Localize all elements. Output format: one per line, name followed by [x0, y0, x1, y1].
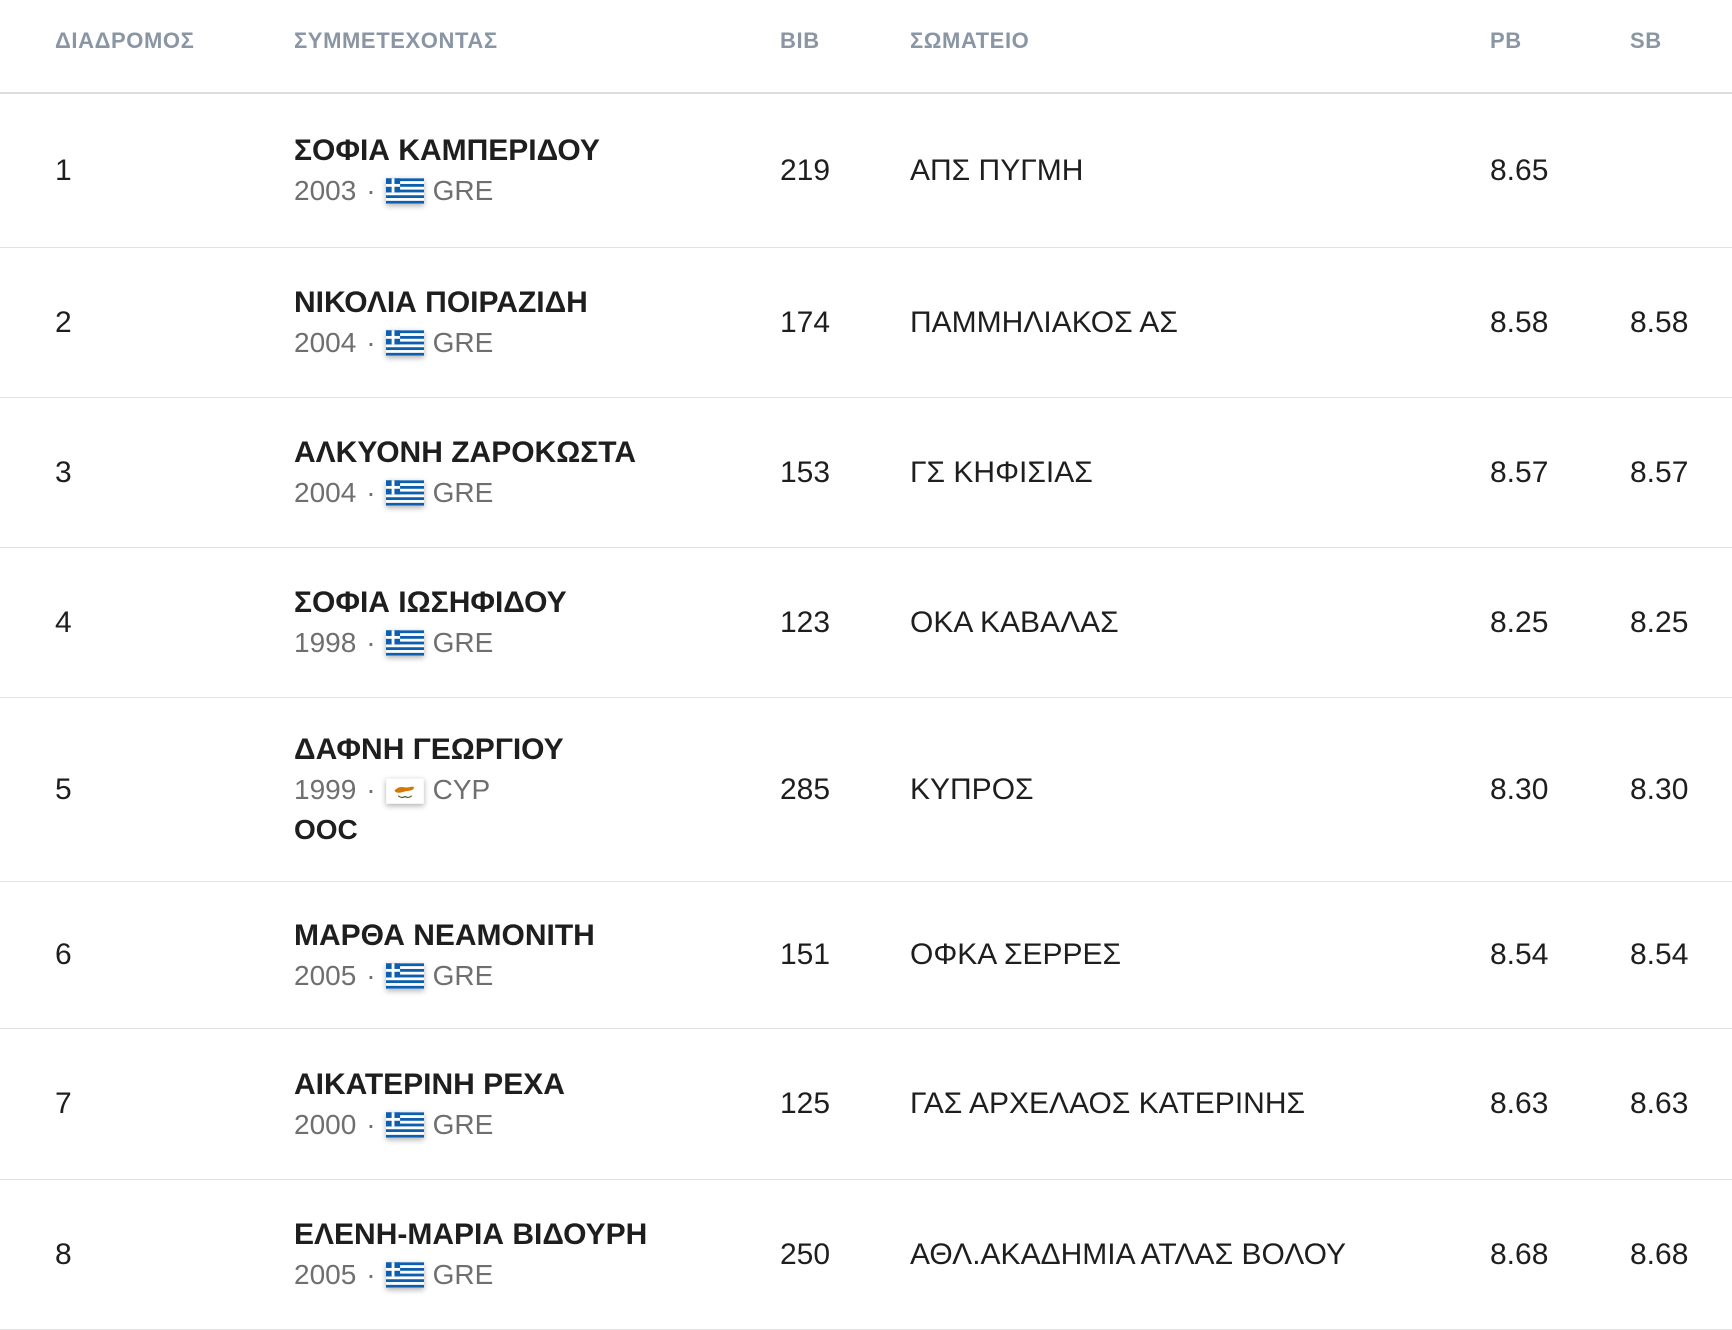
birth-year: 2004 — [294, 477, 357, 509]
meta-separator: · — [366, 1108, 376, 1140]
personal-best: 8.54 — [1490, 938, 1549, 971]
column-header-pb: PB — [1490, 28, 1522, 53]
season-best: 8.54 — [1630, 938, 1689, 971]
season-best: 8.68 — [1630, 1237, 1689, 1271]
season-best: 8.63 — [1630, 1087, 1689, 1120]
participant-cell — [294, 733, 780, 846]
country-code: GRE — [432, 627, 494, 659]
meta-separator: · — [366, 1259, 376, 1291]
participant-cell — [294, 134, 780, 207]
table-row[interactable] — [0, 882, 1732, 1029]
greece-flag-icon — [386, 963, 424, 989]
athlete-name[interactable]: ΣΟΦΙΑ ΙΩΣΗΦΙΔΟΥ — [294, 586, 567, 620]
bib-number: 125 — [780, 1087, 831, 1120]
bib-number: 250 — [780, 1237, 831, 1271]
club-name: ΚΥΠΡΟΣ — [910, 772, 1034, 806]
participant-cell — [294, 586, 780, 659]
column-header-club: ΣΩΜΑΤΕΙΟ — [910, 28, 1030, 53]
country-code: GRE — [432, 959, 494, 991]
bib-number: 151 — [780, 938, 831, 971]
athlete-meta — [294, 961, 780, 992]
participant-cell — [294, 919, 780, 992]
country-code: CYP — [432, 774, 491, 806]
club-name: ΑΘΛ.ΑΚΑΔΗΜΙΑ ΑΤΛΑΣ ΒΟΛΟΥ — [910, 1237, 1347, 1271]
greece-flag-icon — [386, 1262, 424, 1288]
season-best: 8.30 — [1630, 772, 1689, 806]
greece-flag-icon — [386, 480, 424, 506]
athlete-name[interactable]: ΕΛΕΝΗ-ΜΑΡΙΑ ΒΙΔΟΥΡΗ — [294, 1218, 648, 1252]
personal-best: 8.65 — [1490, 153, 1549, 187]
table-row[interactable] — [0, 548, 1732, 698]
athlete-meta — [294, 1260, 780, 1291]
lane-number: 7 — [55, 1087, 72, 1120]
athlete-name[interactable]: ΑΙΚΑΤΕΡΙΝΗ ΡΕΧΑ — [294, 1067, 565, 1101]
greece-flag-icon — [386, 330, 424, 356]
meta-separator: · — [366, 175, 376, 207]
table-row[interactable] — [0, 398, 1732, 548]
column-header-sb: SB — [1630, 28, 1662, 53]
athlete-name[interactable]: ΣΟΦΙΑ ΚΑΜΠΕΡΙΔΟΥ — [294, 134, 600, 168]
birth-year: 2005 — [294, 959, 357, 991]
club-name: ΟΦΚΑ ΣΕΡΡΕΣ — [910, 938, 1122, 971]
birth-year: 1999 — [294, 774, 357, 806]
personal-best: 8.63 — [1490, 1087, 1549, 1120]
bib-number: 219 — [780, 153, 831, 187]
athlete-name[interactable]: ΝΙΚΟΛΙΑ ΠΟΙΡΑΖΙΔΗ — [294, 286, 588, 320]
country-code: GRE — [432, 1259, 494, 1291]
country-code: GRE — [432, 327, 494, 359]
lane-number: 6 — [55, 938, 72, 971]
participant-cell — [294, 1218, 780, 1291]
lane-number: 2 — [55, 305, 72, 339]
column-header-lane: ΔΙΑΔΡΟΜΟΣ — [55, 28, 195, 53]
table-row[interactable] — [0, 94, 1732, 248]
season-best: 8.58 — [1630, 305, 1689, 339]
table-row[interactable] — [0, 698, 1732, 882]
greece-flag-icon — [386, 630, 424, 656]
table-row[interactable] — [0, 248, 1732, 398]
column-header-participant: ΣΥΜΜΕΤΕΧΟΝΤΑΣ — [294, 28, 498, 53]
bib-number: 174 — [780, 305, 831, 339]
participant-cell — [294, 286, 780, 359]
cyprus-flag-icon — [386, 778, 424, 804]
birth-year: 2000 — [294, 1108, 357, 1140]
birth-year: 1998 — [294, 627, 357, 659]
table-row[interactable] — [0, 1180, 1732, 1330]
greece-flag-icon — [386, 178, 424, 204]
athlete-meta — [294, 1110, 780, 1141]
lane-number: 8 — [55, 1237, 72, 1271]
lane-number: 1 — [55, 153, 72, 187]
column-header-bib: BIB — [780, 28, 820, 53]
greece-flag-icon — [386, 1112, 424, 1138]
meta-separator: · — [366, 774, 376, 806]
birth-year: 2004 — [294, 327, 357, 359]
lane-number: 3 — [55, 455, 72, 489]
personal-best: 8.68 — [1490, 1237, 1549, 1271]
lane-number: 5 — [55, 772, 72, 806]
bib-number: 285 — [780, 772, 831, 806]
country-code: GRE — [432, 1108, 494, 1140]
athlete-meta — [294, 328, 780, 359]
table-header — [0, 0, 1732, 94]
personal-best: 8.57 — [1490, 455, 1549, 489]
athlete-meta — [294, 775, 780, 806]
club-name: ΠΑΜΜΗΛΙΑΚΟΣ ΑΣ — [910, 305, 1178, 339]
season-best: 8.57 — [1630, 455, 1689, 489]
country-code: GRE — [432, 175, 494, 207]
athlete-meta — [294, 628, 780, 659]
athlete-meta — [294, 478, 780, 509]
participant-cell — [294, 436, 780, 509]
country-code: GRE — [432, 477, 494, 509]
birth-year: 2005 — [294, 1259, 357, 1291]
meta-separator: · — [366, 627, 376, 659]
club-name: ΟΚΑ ΚΑΒΑΛΑΣ — [910, 605, 1119, 639]
club-name: ΑΠΣ ΠΥΓΜΗ — [910, 153, 1084, 187]
athlete-name[interactable]: ΔΑΦΝΗ ΓΕΩΡΓΙΟΥ — [294, 733, 564, 767]
athlete-name[interactable]: ΑΛΚΥΟΝΗ ΖΑΡΟΚΩΣΤΑ — [294, 436, 637, 470]
club-name: ΓΣ ΚΗΦΙΣΙΑΣ — [910, 455, 1093, 489]
season-best: 8.25 — [1630, 605, 1689, 639]
personal-best: 8.30 — [1490, 772, 1549, 806]
birth-year: 2003 — [294, 175, 357, 207]
status-note: OOC — [294, 814, 358, 845]
participant-cell — [294, 1068, 780, 1141]
personal-best: 8.58 — [1490, 305, 1549, 339]
athlete-name[interactable]: ΜΑΡΘΑ ΝΕΑΜΟΝΙΤΗ — [294, 918, 595, 952]
lane-number: 4 — [55, 605, 72, 639]
bib-number: 153 — [780, 455, 831, 489]
table-row[interactable] — [0, 1029, 1732, 1180]
club-name: ΓΑΣ ΑΡΧΕΛΑΟΣ ΚΑΤΕΡΙΝΗΣ — [910, 1087, 1306, 1120]
personal-best: 8.25 — [1490, 605, 1549, 639]
athlete-meta — [294, 176, 780, 207]
meta-separator: · — [366, 959, 376, 991]
bib-number: 123 — [780, 605, 831, 639]
meta-separator: · — [366, 477, 376, 509]
meta-separator: · — [366, 327, 376, 359]
